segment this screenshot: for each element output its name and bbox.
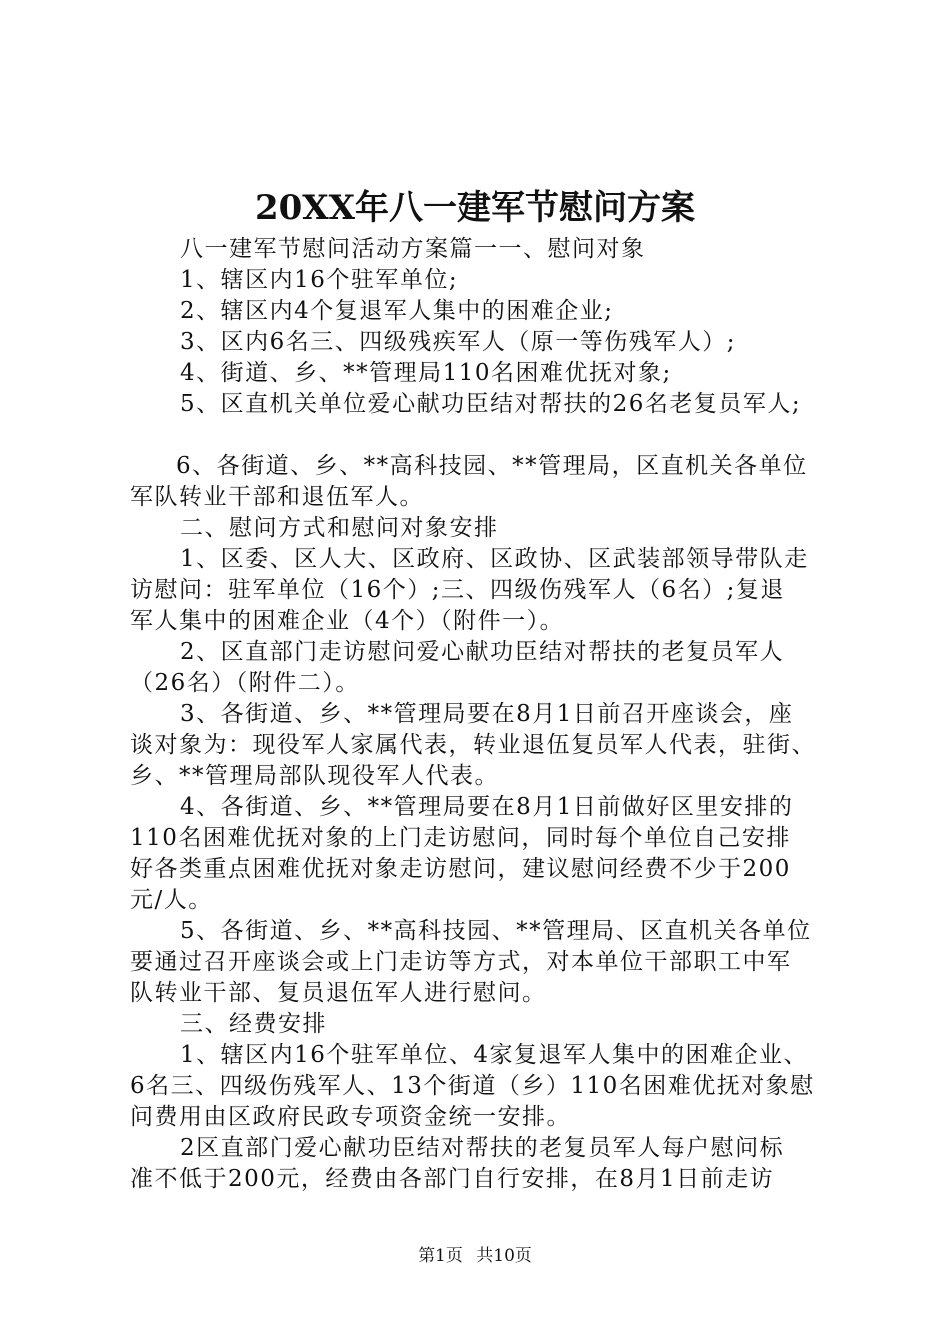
paragraph-line: 军队转业干部和退伍军人。 bbox=[130, 484, 424, 510]
paragraph-line: 好各类重点困难优抚对象走访慰问，建议慰问经费不少于200 bbox=[130, 856, 791, 882]
document-title: 20XX年八一建军节慰问方案 bbox=[254, 188, 696, 228]
paragraph-line: 军人集中的困难企业（4个）（附件一）。 bbox=[130, 608, 565, 634]
page-number: 第1页 bbox=[418, 1246, 463, 1266]
paragraph-line: 3、各街道、乡、**管理局要在8月1日前召开座谈会，座 bbox=[180, 701, 794, 727]
paragraph-line: 4、各街道、乡、**管理局要在8月1日前做好区里安排的 bbox=[180, 794, 794, 820]
paragraph-line: 队转业干部、复员退伍军人进行慰问。 bbox=[130, 980, 547, 1006]
paragraph-line: 1、辖区内16个驻军单位、4家复退军人集中的困难企业、 bbox=[180, 1042, 809, 1068]
paragraph-line: 5、各街道、乡、**高科技园、**管理局、区直机关各单位 bbox=[180, 918, 812, 944]
paragraph-line: 访慰问：驻军单位（16个）;三、四级伤残军人（6名）;复退 bbox=[130, 577, 785, 603]
paragraph-line: 问费用由区政府民政专项资金统一安排。 bbox=[130, 1104, 571, 1130]
document-body bbox=[130, 234, 830, 1195]
paragraph-line: 乡、**管理局部队现役军人代表。 bbox=[130, 763, 499, 789]
blank-line bbox=[130, 420, 830, 451]
paragraph-line: 元/人。 bbox=[130, 887, 213, 913]
paragraph-line: 1、区委、区人大、区政府、区政协、区武装部领导带队走 bbox=[180, 546, 809, 572]
paragraph-line: 6名三、四级伤残军人、13个街道（乡）110名困难优抚对象慰 bbox=[130, 1073, 815, 1099]
paragraph-line: 准不低于200元，经费由各部门自行安排，在8月1日前走访 bbox=[130, 1166, 775, 1192]
paragraph-line: 4、街道、乡、**管理局110名困难优抚对象; bbox=[180, 360, 672, 386]
paragraph-line: 110名困难优抚对象的上门走访慰问，同时每个单位自己安排 bbox=[130, 825, 791, 851]
paragraph-line: 要通过召开座谈会或上门走访等方式，对本单位干部职工中军 bbox=[130, 949, 792, 975]
paragraph-line: 2、辖区内4个复退军人集中的困难企业; bbox=[180, 298, 614, 324]
page-footer bbox=[0, 1244, 950, 1268]
section-heading: 三、经费安排 bbox=[180, 1011, 327, 1037]
paragraph-line: 2区直部门爱心献功臣结对帮扶的老复员军人每户慰问标 bbox=[180, 1135, 785, 1161]
paragraph-line: 5、区直机关单位爱心献功臣结对帮扶的26名老复员军人; bbox=[180, 391, 802, 417]
paragraph-line: 6、各街道、乡、**高科技园、**管理局，区直机关各单位 bbox=[176, 453, 808, 479]
section-heading: 二、慰问方式和慰问对象安排 bbox=[180, 515, 499, 541]
paragraph-line: （26名）（附件二）。 bbox=[130, 670, 360, 696]
paragraph-line: 谈对象为：现役军人家属代表，转业退伍复员军人代表，驻街、 bbox=[130, 732, 816, 758]
page-total: 共10页 bbox=[476, 1246, 532, 1266]
paragraph-line: 3、区内6名三、四级残疾军人（原一等伤残军人）; bbox=[180, 329, 737, 355]
paragraph-line: 1、辖区内16个驻军单位; bbox=[180, 267, 459, 293]
paragraph-line: 八一建军节慰问活动方案篇一一、慰问对象 bbox=[180, 236, 646, 262]
paragraph-line: 2、区直部门走访慰问爱心献功臣结对帮扶的老复员军人 bbox=[180, 639, 785, 665]
